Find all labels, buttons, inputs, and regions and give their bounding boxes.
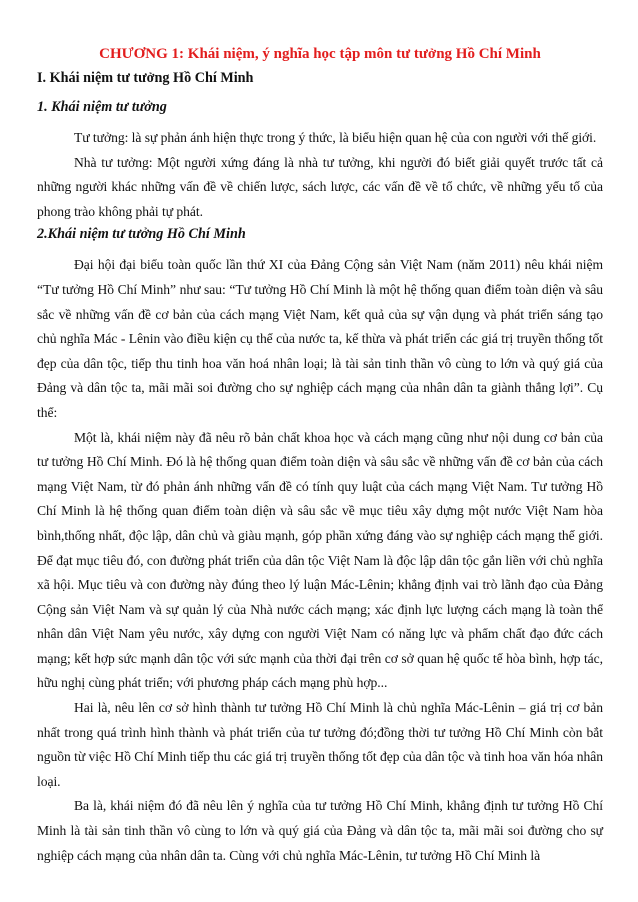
document-page xyxy=(37,44,603,868)
paragraph-point-two: Hai là, nêu lên cơ sở hình thành tư tưởng Hồ Chí Minh là chủ nghĩa Mác-Lênin – giá trị cơ bản nhất trong quá trình hình thành và phát triển của tư tưởng đó;đồng thời tư tưởng Hồ Chí Minh còn bắt nguồn từ việc Hồ Chí Minh tiếp thu các giá trị truyền thống tốt đẹp của dân tộc và tinh hoa văn hóa nhân loại. xyxy=(37,700,603,789)
paragraph-congress-definition: Đại hội đại biểu toàn quốc lần thứ XI của Đảng Cộng sản Việt Nam (năm 2011) nêu khái niệm “Tư tưởng Hồ Chí Minh” như sau: “Tư tưởng Hồ Chí Minh là một hệ thống quan điểm toàn diện và sâu sắc về những vấn đề cơ bản của cách mạng Việt Nam, kết quả của sự vận dụng và phát triển sáng tạo chủ nghĩa Mác - Lênin vào điều kiện cụ thể của nước ta, kế thừa và phát triển các giá trị truyền thống tốt đẹp của dân tộc, tiếp thu tinh hoa văn hoá nhân loại; là tài sản tinh thần vô cùng to lớn và quý giá của Đảng và dân tộc ta, mãi mãi soi đường cho sự nghiệp cách mạng của nhân dân ta giành thắng lợi”. Cụ thể: xyxy=(37,257,603,420)
subsection-1-heading: 1. Khái niệm tư tưởng xyxy=(37,99,167,115)
paragraph-definition-ideology: Tư tưởng: là sự phản ánh hiện thực trong ý thức, là biểu hiện quan hệ của con người với thế giới. xyxy=(74,130,597,145)
paragraph-point-one: Một là, khái niệm này đã nêu rõ bản chất khoa học và cách mạng cũng như nội dung cơ bản của tư tưởng Hồ Chí Minh. Đó là hệ thống quan điểm toàn diện và sâu sắc về những vấn đề cơ bản của cách mạng Việt Nam, từ đó phản ánh những vấn đề có tính quy luật của cách mạng Việt Nam. Tư tưởng Hồ Chí Minh là hệ thống quan điểm toàn diện và sâu sắc về mục tiêu xây dựng một nước Việt Nam hòa bình,thống nhất, độc lập, dân chủ và giàu mạnh, góp phần xứng đáng vào sự nghiệp cách mạng thế giới. Để đạt mục tiêu đó, con đường phát triển của dân tộc Việt Nam là độc lập dân tộc gắn liền với chủ nghĩa xã hội. Mục tiêu và con đường này đúng theo lý luận Mác-Lênin; khẳng định vai trò lãnh đạo của Đảng Cộng sản Việt Nam và sự quản lý của Nhà nước cách mạng; xác định lực lượng cách mạng là toàn thể nhân dân Việt Nam yêu nước, xây dựng con người Việt Nam có năng lực và phẩm chất đạo đức cách mạng; kết hợp sức mạnh dân tộc với sức mạnh của thời đại trên cơ sở quan hệ quốc tế hòa bình, hợp tác, hữu nghị cùng phát triển; với phương pháp cách mạng phù hợp... xyxy=(37,429,603,691)
section-heading: I. Khái niệm tư tưởng Hồ Chí Minh xyxy=(37,70,254,86)
chapter-title: CHƯƠNG 1: Khái niệm, ý nghĩa học tập môn tư tưởng Hồ Chí Minh xyxy=(99,46,541,62)
subsection-2-heading: 2.Khái niệm tư tưởng Hồ Chí Minh xyxy=(37,226,246,243)
paragraph-definition-thinker: Nhà tư tưởng: Một người xứng đáng là nhà tư tưởng, khi người đó biết giải quyết trước tất cả những người khác những vấn đề về chiến lược, sách lược, các vấn đề về tổ chức, về những yếu tố của phong trào không phải tự phát. xyxy=(37,154,603,219)
paragraph-point-three: Ba là, khái niệm đó đã nêu lên ý nghĩa của tư tưởng Hồ Chí Minh, khẳng định tư tưởng Hồ Chí Minh là tài sản tinh thần vô cùng to lớn và quý giá của Đảng và dân tộc ta, mãi mãi soi đường cho sự nghiệp cách mạng của nhân dân ta. Cùng với chủ nghĩa Mác-Lênin, tư tưởng Hồ Chí Minh là xyxy=(37,798,603,863)
